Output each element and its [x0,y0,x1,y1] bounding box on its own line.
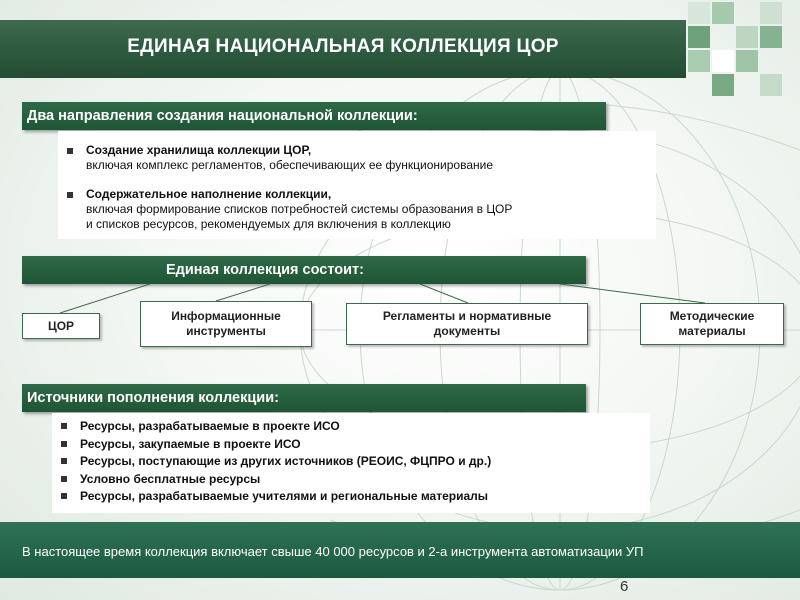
direction-text: включая формирование списков потребностей системы образования в ЦОР [86,202,513,216]
node-info-tools [140,301,312,347]
footer-bar [0,522,800,578]
list-item: Ресурсы, закупаемые в проекте ИСО [52,436,650,454]
list-item: Условно бесплатные ресурсы [52,471,650,489]
sources-header: Источники пополнения коллекции: [22,384,586,412]
node-label: документы [433,324,501,338]
node-label: Информационные [171,309,281,323]
connector-line [420,284,468,303]
list-item: Ресурсы, поступающие из других источников (РЕОИС, ФЦПРО и др.) [52,453,650,471]
node-label: инструменты [186,324,266,338]
list-item: Ресурсы, разрабатываемые в проекте ИСО [52,418,650,436]
page-number: 6 [620,578,629,595]
connector-line [60,284,150,313]
connector-line [560,284,705,303]
node-label: Методические [669,309,755,323]
page-title: ЕДИНАЯ НАЦИОНАЛЬНАЯ КОЛЛЕКЦИЯ ЦОР [127,36,559,57]
node-cor [22,313,100,339]
connector-line [216,284,270,301]
direction-title: Создание хранилища коллекции ЦОР, [86,143,312,157]
list-item: Ресурсы, разрабатываемые учителями и региональные материалы [52,488,650,506]
directions-header: Два направления создания национальной коллекции: [22,102,606,130]
direction-text: включая комплекс регламентов, обеспечивающих ее функционирование [86,158,494,172]
node-label: ЦОР [47,318,75,333]
node-regulations [346,303,588,345]
node-methodical [640,303,784,345]
sources-panel [52,413,650,513]
footer-text: В настоящее время коллекция включает свыше 40 000 ресурсов и 2-а инструмента автоматизации УП [22,544,644,559]
composition-header: Единая коллекция состоит: [22,256,586,284]
direction-text: и списков ресурсов, рекомендуемых для включения в коллекцию [86,217,451,231]
direction-title: Содержательное наполнение коллекции, [86,187,332,201]
sources-list [52,418,650,506]
node-label: Регламенты и нормативные [382,309,552,323]
node-label: материалы [678,324,746,338]
